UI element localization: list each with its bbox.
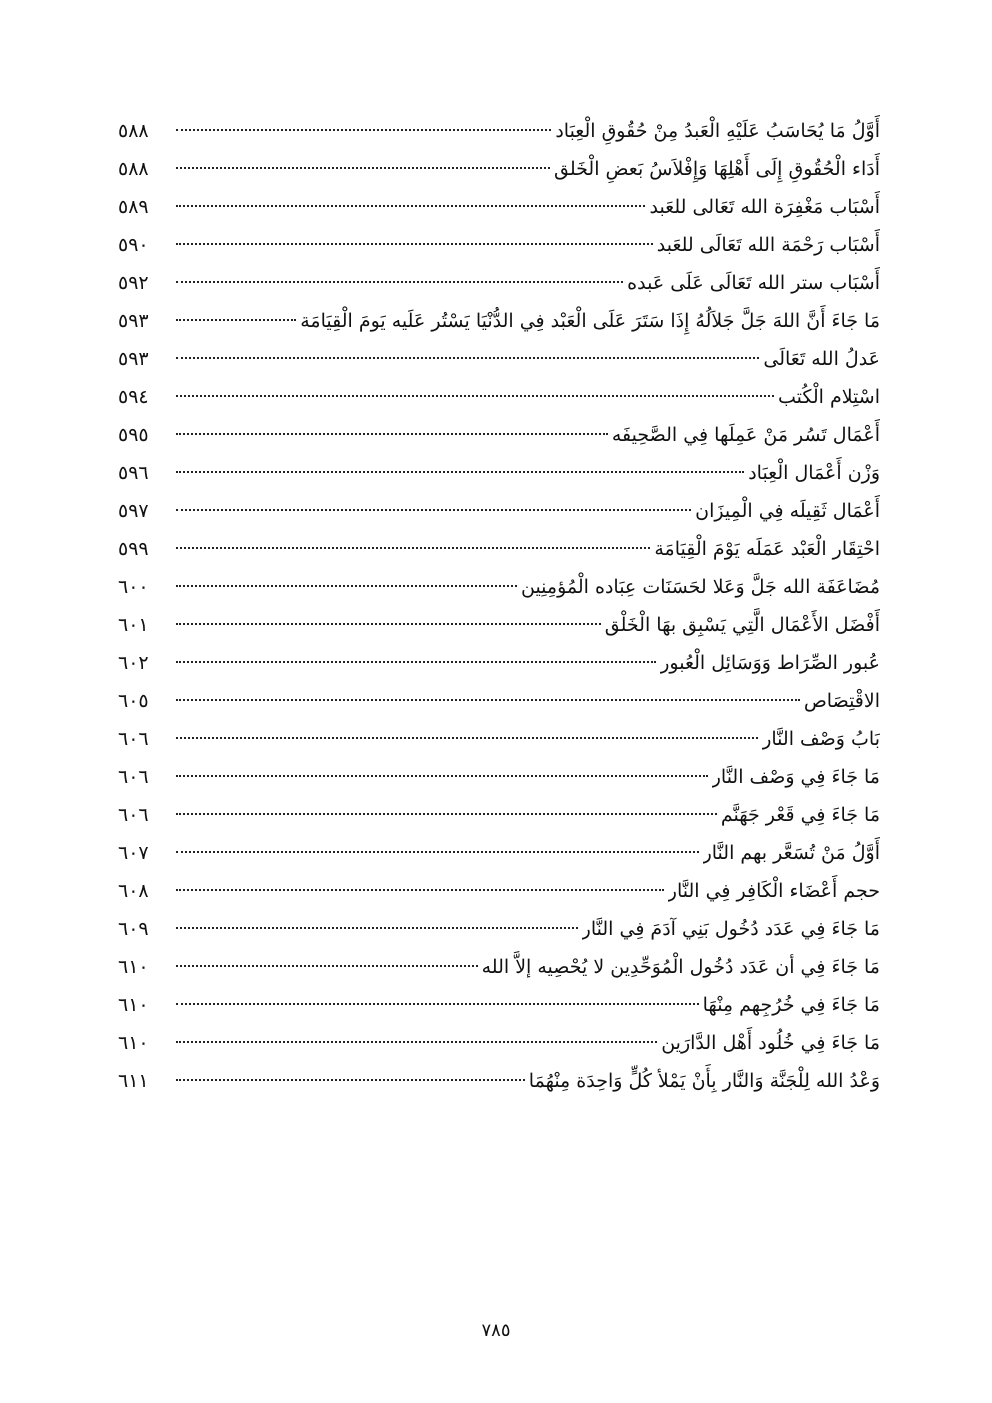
toc-entry — [118, 302, 880, 340]
toc-entry — [118, 378, 880, 416]
dot-leader — [176, 243, 653, 245]
dot-leader — [176, 585, 517, 587]
dot-leader — [176, 927, 578, 929]
toc-entry-page: ٥٩٦ — [118, 462, 149, 484]
toc-entry — [118, 606, 880, 644]
dot-leader — [176, 623, 601, 625]
dot-leader — [176, 965, 478, 967]
toc-entry-title: مَا جَاءَ فِي وَصْف النَّار — [711, 766, 880, 788]
toc-entry-title: مَا جَاءَ فِي عَدَد دُخُول بَنِي آدَمَ فِي النَّار — [581, 918, 880, 940]
toc-entry-page: ٦٠٥ — [118, 690, 149, 712]
toc-entry — [118, 872, 880, 910]
dot-leader — [176, 1041, 657, 1043]
toc-entry — [118, 758, 880, 796]
dot-leader — [176, 471, 744, 473]
toc-entry-page: ٦٠٢ — [118, 652, 149, 674]
toc-entry-title: مُضَاعَفَة الله جَلَّ وَعَلا لحَسَنَات عِبَاده الْمُؤمِنِين — [520, 576, 880, 598]
toc-entry-title: عَدلُ الله تَعَالَى — [763, 348, 880, 370]
dot-leader — [176, 661, 656, 663]
toc-entry-title: وَعْدُ الله لِلْجَنَّة وَالنَّار بِأَنْ يَمْلأ كُلٍّ وَاحِدَة مِنْهُمَا — [528, 1070, 880, 1092]
toc-entry-title: أَعْمَال تَسُر مَنْ عَمِلَها فِي الصَّحِيفَه — [611, 424, 880, 446]
toc-entry — [118, 112, 880, 150]
dot-leader — [176, 319, 296, 321]
toc-entry-title: مَا جَاءَ أَنَّ اللهَ جَلَّ جَلاَلُهُ إِذَا سَتَرَ عَلَى الْعَبْد فِي الدُّنْيَا يَسْتُر عَلَيه يَومَ الْقِيَامَة — [300, 310, 880, 332]
toc-entry-page: ٥٩٥ — [118, 424, 149, 446]
dot-leader — [176, 395, 774, 397]
toc-entry — [118, 416, 880, 454]
toc-entry-title: حجم أَعْضَاء الْكَافِر فِي النَّار — [667, 880, 880, 902]
toc-entry — [118, 834, 880, 872]
toc-entry — [118, 264, 880, 302]
toc-entry-title: أَدَاء الْحُقُوقِ إِلَى أَهْلِهَا وَإِفْلاَسُ بَعضِ الْخَلق — [554, 158, 880, 180]
toc-entry-title: أَعْمَال ثَقِيلَه فِي الْمِيزَان — [695, 500, 880, 522]
toc-entry-title: مَا جَاءَ فِي خُلُود أَهْل الدَّارَين — [661, 1032, 880, 1054]
toc-entry — [118, 910, 880, 948]
toc-entry-title: أَسْبَاب مَغْفِرَة الله تَعَالى للعَبد — [649, 196, 880, 218]
dot-leader — [176, 433, 608, 435]
toc-entry-page: ٥٨٨ — [118, 158, 149, 180]
toc-entry-page: ٥٩٤ — [118, 386, 149, 408]
toc-entry-page: ٦٠٧ — [118, 842, 149, 864]
toc-entry — [118, 644, 880, 682]
table-of-contents — [118, 112, 880, 1100]
toc-entry-page: ٦١١ — [118, 1070, 149, 1092]
dot-leader — [176, 737, 758, 739]
toc-entry-title: أَسْبَاب ستر الله تَعَالَى عَلَى عَبده — [627, 272, 880, 294]
toc-entry-title: وَزْن أَعْمَال الْعِبَاد — [748, 462, 880, 484]
toc-entry-page: ٦٠٦ — [118, 728, 149, 750]
dot-leader — [176, 167, 550, 169]
toc-entry — [118, 530, 880, 568]
dot-leader — [176, 129, 551, 131]
toc-entry — [118, 340, 880, 378]
toc-entry-title: الاقْتِصَاص — [803, 690, 880, 712]
toc-entry-page: ٥٩٠ — [118, 234, 149, 256]
toc-entry — [118, 682, 880, 720]
toc-entry-page: ٥٩٩ — [118, 538, 149, 560]
dot-leader — [176, 813, 717, 815]
toc-entry-page: ٦١٠ — [118, 956, 149, 978]
toc-entry-title: مَا جَاءَ فِي قَعْر جَهَنَّم — [720, 804, 880, 826]
toc-entry — [118, 1024, 880, 1062]
toc-entry-page: ٥٩٣ — [118, 348, 149, 370]
toc-entry — [118, 492, 880, 530]
toc-entry-page: ٦٠٦ — [118, 766, 149, 788]
toc-entry — [118, 568, 880, 606]
toc-entry-title: مَا جَاءَ فِي خُرُجِهم مِنْهَا — [702, 994, 880, 1016]
page-number: ٧٨٥ — [481, 1320, 511, 1341]
toc-entry — [118, 454, 880, 492]
toc-entry-page: ٥٩٢ — [118, 272, 149, 294]
toc-entry-title: احْتِقَار الْعَبْد عَمَلَه يَوْمَ الْقِيَامَة — [654, 538, 880, 560]
toc-entry-page: ٦١٠ — [118, 994, 149, 1016]
dot-leader — [176, 775, 708, 777]
toc-entry — [118, 796, 880, 834]
toc-entry-page: ٥٨٩ — [118, 196, 149, 218]
dot-leader — [176, 1003, 699, 1005]
toc-entry-page: ٦١٠ — [118, 1032, 149, 1054]
toc-entry — [118, 720, 880, 758]
toc-entry-page: ٦٠٠ — [118, 576, 149, 598]
toc-entry — [118, 226, 880, 264]
toc-entry-title: بَابُ وَصْف النَّار — [762, 728, 880, 750]
toc-entry — [118, 986, 880, 1024]
toc-entry — [118, 188, 880, 226]
dot-leader — [176, 1079, 525, 1081]
dot-leader — [176, 889, 664, 891]
dot-leader — [176, 851, 699, 853]
toc-entry-page: ٦٠١ — [118, 614, 149, 636]
toc-entry-title: اسْتِلام الْكُتب — [777, 386, 880, 408]
toc-entry-page: ٥٩٣ — [118, 310, 149, 332]
toc-entry-title: عُبور الصِّرَاط وَوَسَائِل الْعُبور — [660, 652, 880, 674]
toc-entry-page: ٥٩٧ — [118, 500, 149, 522]
dot-leader — [176, 357, 759, 359]
toc-entry — [118, 1062, 880, 1100]
dot-leader — [176, 205, 645, 207]
toc-entry-title: مَا جَاءَ فِي أن عَدَد دُخُول الْمُوَحِّدِين لا يُحْصِيه إلاَّ الله — [481, 956, 880, 978]
toc-entry-page: ٦٠٦ — [118, 804, 149, 826]
toc-entry — [118, 150, 880, 188]
toc-entry-title: أَوَّلُ مَنْ تُسَعَّر بهم النَّار — [702, 842, 880, 864]
toc-entry-title: أَفْضَل الأَعْمَال الَّتِي يَسْبِق بهَا الْخَلْق — [604, 614, 880, 636]
toc-entry-page: ٦٠٩ — [118, 918, 149, 940]
dot-leader — [176, 281, 623, 283]
toc-entry-page: ٥٨٨ — [118, 120, 149, 142]
toc-entry — [118, 948, 880, 986]
dot-leader — [176, 509, 691, 511]
toc-entry-title: أَوَّلُ مَا يُحَاسَبُ عَلَيْهِ الْعَبدُ مِنْ حُقُوقِ الْعِبَاد — [555, 120, 880, 142]
dot-leader — [176, 547, 650, 549]
dot-leader — [176, 699, 800, 701]
toc-entry-title: أَسْبَاب رَحْمَة الله تَعَالَى للعَبد — [656, 234, 880, 256]
toc-entry-page: ٦٠٨ — [118, 880, 149, 902]
